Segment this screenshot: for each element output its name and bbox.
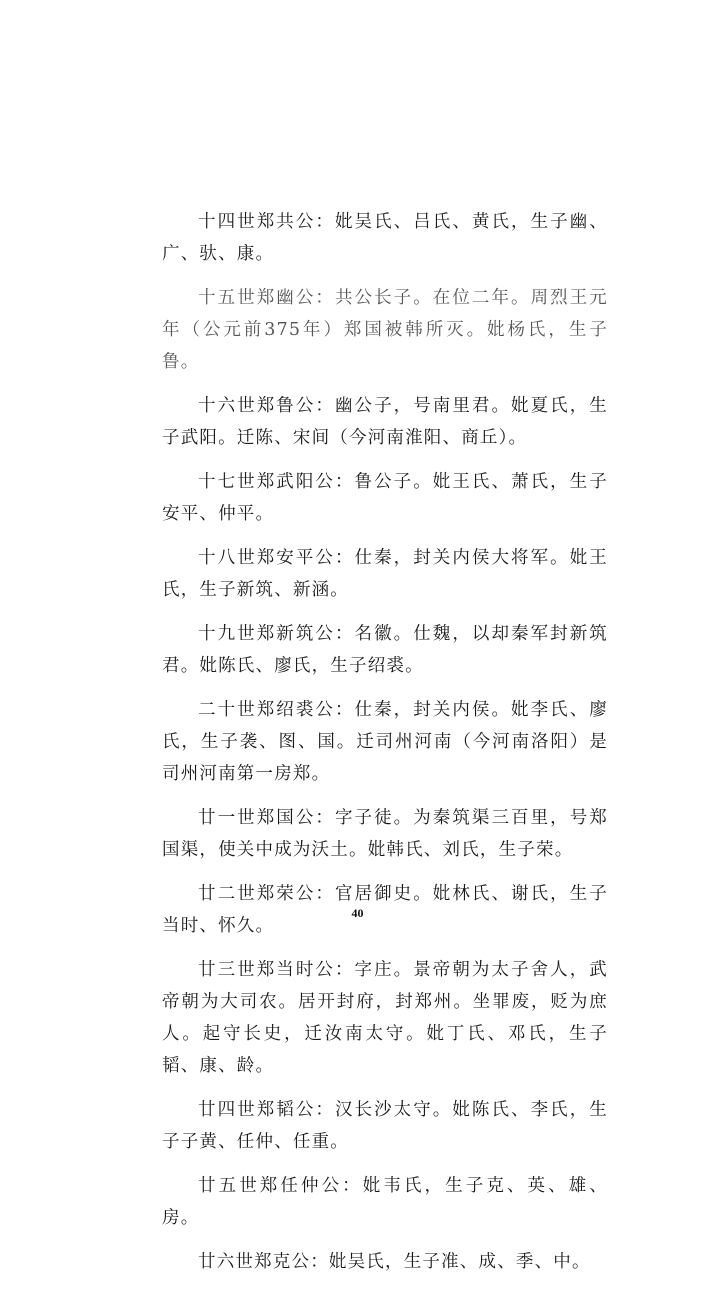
generation-entry-19: 十九世郑新筑公：名徽。仕魏，以却秦军封新筑君。妣陈氏、廖氏，生子绍裘。 <box>162 624 608 676</box>
genealogy-text-block <box>162 206 608 1290</box>
generation-entry-22: 廿二世郑荣公：官居御史。妣林氏、谢氏，生子当时、怀久。 <box>162 884 608 936</box>
page-number: 40 <box>351 906 364 920</box>
generation-entry-25: 廿五世郑任仲公：妣韦氏，生子克、英、雄、房。 <box>162 1176 608 1228</box>
generation-entry-16: 十六世郑鲁公：幽公子，号南里君。妣夏氏，生子武阳。迁陈、宋间（今河南淮阳、商丘）。 <box>162 396 608 448</box>
generation-entry-23: 廿三世郑当时公：字庄。景帝朝为太子舍人，武帝朝为大司农。居开封府，封郑州。坐罪废，贬为庶人。起守长史，迁汝南太守。妣丁氏、邓氏，生子韬、康、龄。 <box>162 960 608 1076</box>
generation-entry-14: 十四世郑共公：妣吴氏、吕氏、黄氏，生子幽、广、驮、康。 <box>162 212 608 264</box>
generation-entry-24: 廿四世郑韬公：汉长沙太守。妣陈氏、李氏，生子子黄、任仲、任重。 <box>162 1100 608 1152</box>
generation-entry-21: 廿一世郑国公：字子徒。为秦筑渠三百里，号郑国渠，使关中成为沃土。妣韩氏、刘氏，生子荣。 <box>162 808 608 860</box>
generation-entry-18: 十八世郑安平公：仕秦，封关内侯大将军。妣王氏，生子新筑、新涵。 <box>162 548 608 600</box>
generation-entry-17: 十七世郑武阳公：鲁公子。妣王氏、萧氏，生子安平、仲平。 <box>162 472 608 524</box>
generation-entry-20: 二十世郑绍裘公：仕秦，封关内侯。妣李氏、廖氏，生子袭、图、国。迁司州河南（今河南洛阳）是司州河南第一房郑。 <box>162 700 608 784</box>
generation-entry-26: 廿六世郑克公：妣吴氏，生子准、成、季、中。 <box>198 1252 591 1272</box>
generation-entry-15: 十五世郑幽公：共公长子。在位二年。周烈王元年（公元前375年）郑国被韩所灭。妣杨氏，生子鲁。 <box>162 288 608 372</box>
